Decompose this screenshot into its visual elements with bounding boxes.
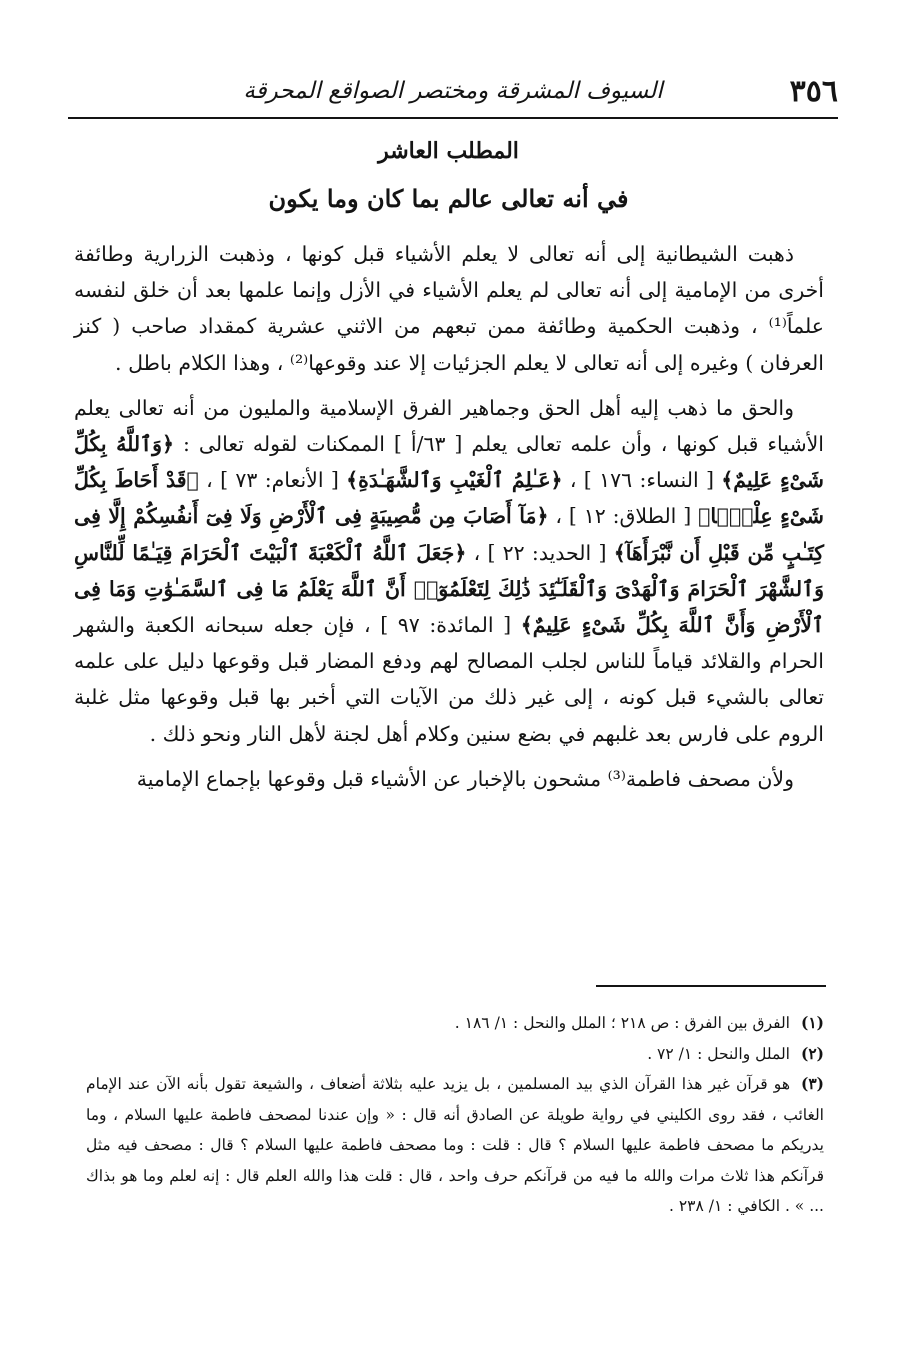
header-rule bbox=[68, 117, 838, 119]
verse-reference-4: [ الحديد: ٢٢ ] ، bbox=[473, 540, 607, 565]
footnote-2 bbox=[86, 1039, 824, 1070]
paragraph-2-outro: فإن جعله سبحانه الكعبة والشهر الحرام والقلائد قياماً للناس لجلب المصالح لهم ودفع المضار قبل وقوعها دليل على علمه تعالى بالشيء قبل كونه ، إلى غير ذلك من الآيات التي أخبر بها قبل وقوعها مثل غلبة الروم على فارس بعد غلبهم في بضع سنين وكلام أهل لجنة لأهل النار ونحو ذلك . bbox=[74, 613, 824, 746]
paragraph-2-intro: والحق ما ذهب إليه أهل الحق وجماهير الفرق الإسلامية والمليون من أنه تعالى يعلم الأشياء قبل كونها ، وأن علمه تعالى يعلم [ ٦٣/أ ] الممكنات لقوله تعالى : bbox=[74, 395, 825, 457]
paragraph-1: ذهبت الشيطانية إلى أنه تعالى لا يعلم الأشياء قبل كونها ، وذهبت الزرارية وطائفة أخرى من الإمامية إلى أنه تعالى لم يعلم الأشياء في الأزل وإنما علمها بعد أن خلق لنفسه علماً⁽¹⁾ ، وذهبت الحكمية وطائفة ممن تبعهم من الاثني عشرية كمقداد صاحب ( كنز العرفان ) وغيره إلى أنه تعالى لا يعلم الجزئيات إلا عند وقوعها⁽²⁾ ، وهذا الكلام باطل . bbox=[74, 242, 824, 375]
quran-verse-5: ﴿جَعَلَ ٱللَّهُ ٱلْكَعْبَةَ ٱلْبَيْتَ ٱلْحَرَامَ قِيَـٰمًا لِّلنَّاسِ وَٱلشَّهْرَ ٱلْحَرَامَ وَٱلْهَدْىَ وَٱلْقَلَـٰٓئِدَ ذَٰلِكَ لِتَعْلَمُوٓا۟ أَنَّ ٱللَّهَ يَعْلَمُ مَا فِى ٱلسَّمَـٰوَٰتِ وَمَا فِى ٱلْأَرْضِ وَأَنَّ ٱللَّهَ بِكُلِّ شَىْءٍ عَلِيمٌ﴾ bbox=[74, 540, 824, 638]
footnote-2-text: الملل والنحل : ١/ ٧٢ . bbox=[647, 1044, 790, 1063]
footnotes bbox=[86, 1008, 824, 1222]
verse-reference-5: [ المائدة: ٩٧ ] ، bbox=[364, 613, 512, 638]
page-header bbox=[68, 74, 838, 120]
running-title: السيوف المشرقة ومختصر الصواقع المحرقة bbox=[243, 78, 663, 104]
footnote-2-number: (٢) bbox=[800, 1043, 824, 1063]
paragraph-2 bbox=[74, 390, 824, 752]
paragraph-3: ولأن مصحف فاطمة⁽³⁾ مشحون بالإخبار عن الأشياء قبل وقوعها بإجماع الإمامية bbox=[136, 766, 794, 791]
quran-verse-4: ﴿مَآ أَصَابَ مِن مُّصِيبَةٍ فِى ٱلْأَرْضِ وَلَا فِىٓ أَنفُسِكُمْ إِلَّا فِى كِتَـٰبٍ مِّن قَبْلِ أَن نَّبْرَأَهَآ﴾ bbox=[74, 504, 824, 565]
quran-verse-2: ﴿عَـٰلِمُ ٱلْغَيْبِ وَٱلشَّهَـٰدَةِ﴾ bbox=[346, 468, 563, 493]
body-text bbox=[74, 236, 824, 806]
footnote-3 bbox=[86, 1069, 824, 1222]
verse-reference-3: [ الطلاق: ١٢ ] ، bbox=[555, 504, 692, 529]
footnote-1 bbox=[86, 1008, 824, 1039]
footnote-3-text: هو قرآن غير هذا القرآن الذي بيد المسلمين ، بل يزيد عليه بثلاثة أضعاف ، والشيعة تقول بأنه الآن عند الإمام الغائب ، فقد روى الكليني في رواية طويلة عن الصادق أنه قال : « وإن عندنا لمصحف فاطمة عليها السلام ، وما يدريكم ما مصحف فاطمة عليها السلام ؟ قال : قلت : وما مصحف فاطمة عليها السلام ؟ قال : مصحف فيه مثل قرآنكم هذا ثلاث مرات والله ما فيه من قرآنكم حرف واحد ، قال : قلت هذا والله العلم قال : إنه لعلم وما هو بذاك ... » . الكافي : ١/ ٢٣٨ . bbox=[86, 1075, 824, 1215]
footnote-1-text: الفرق بين الفرق : ص ٢١٨ ؛ الملل والنحل : ١/ ١٨٦ . bbox=[454, 1014, 790, 1032]
footnote-3-number: (٣) bbox=[800, 1074, 824, 1093]
footnote-1-number: (١) bbox=[800, 1013, 824, 1032]
section-title: المطلب العاشر bbox=[378, 138, 519, 164]
footnote-rule bbox=[596, 985, 826, 987]
page-number: ٣٥٦ bbox=[789, 74, 838, 109]
verse-reference-1: [ النساء: ١٧٦ ] ، bbox=[569, 468, 714, 493]
quran-verse-3: ﴿قَدْ أَحَاطَ بِكُلِّ شَىْءٍ عِلْمًۢا﴾ bbox=[74, 468, 824, 529]
section-subtitle: في أنه تعالى عالم بما كان وما يكون bbox=[268, 184, 629, 213]
verse-reference-2: [ الأنعام: ٧٣ ] ، bbox=[206, 468, 339, 493]
quran-verse-1: ﴿وَٱللَّهُ بِكُلِّ شَىْءٍ عَلِيمٌ﴾ bbox=[74, 432, 824, 493]
